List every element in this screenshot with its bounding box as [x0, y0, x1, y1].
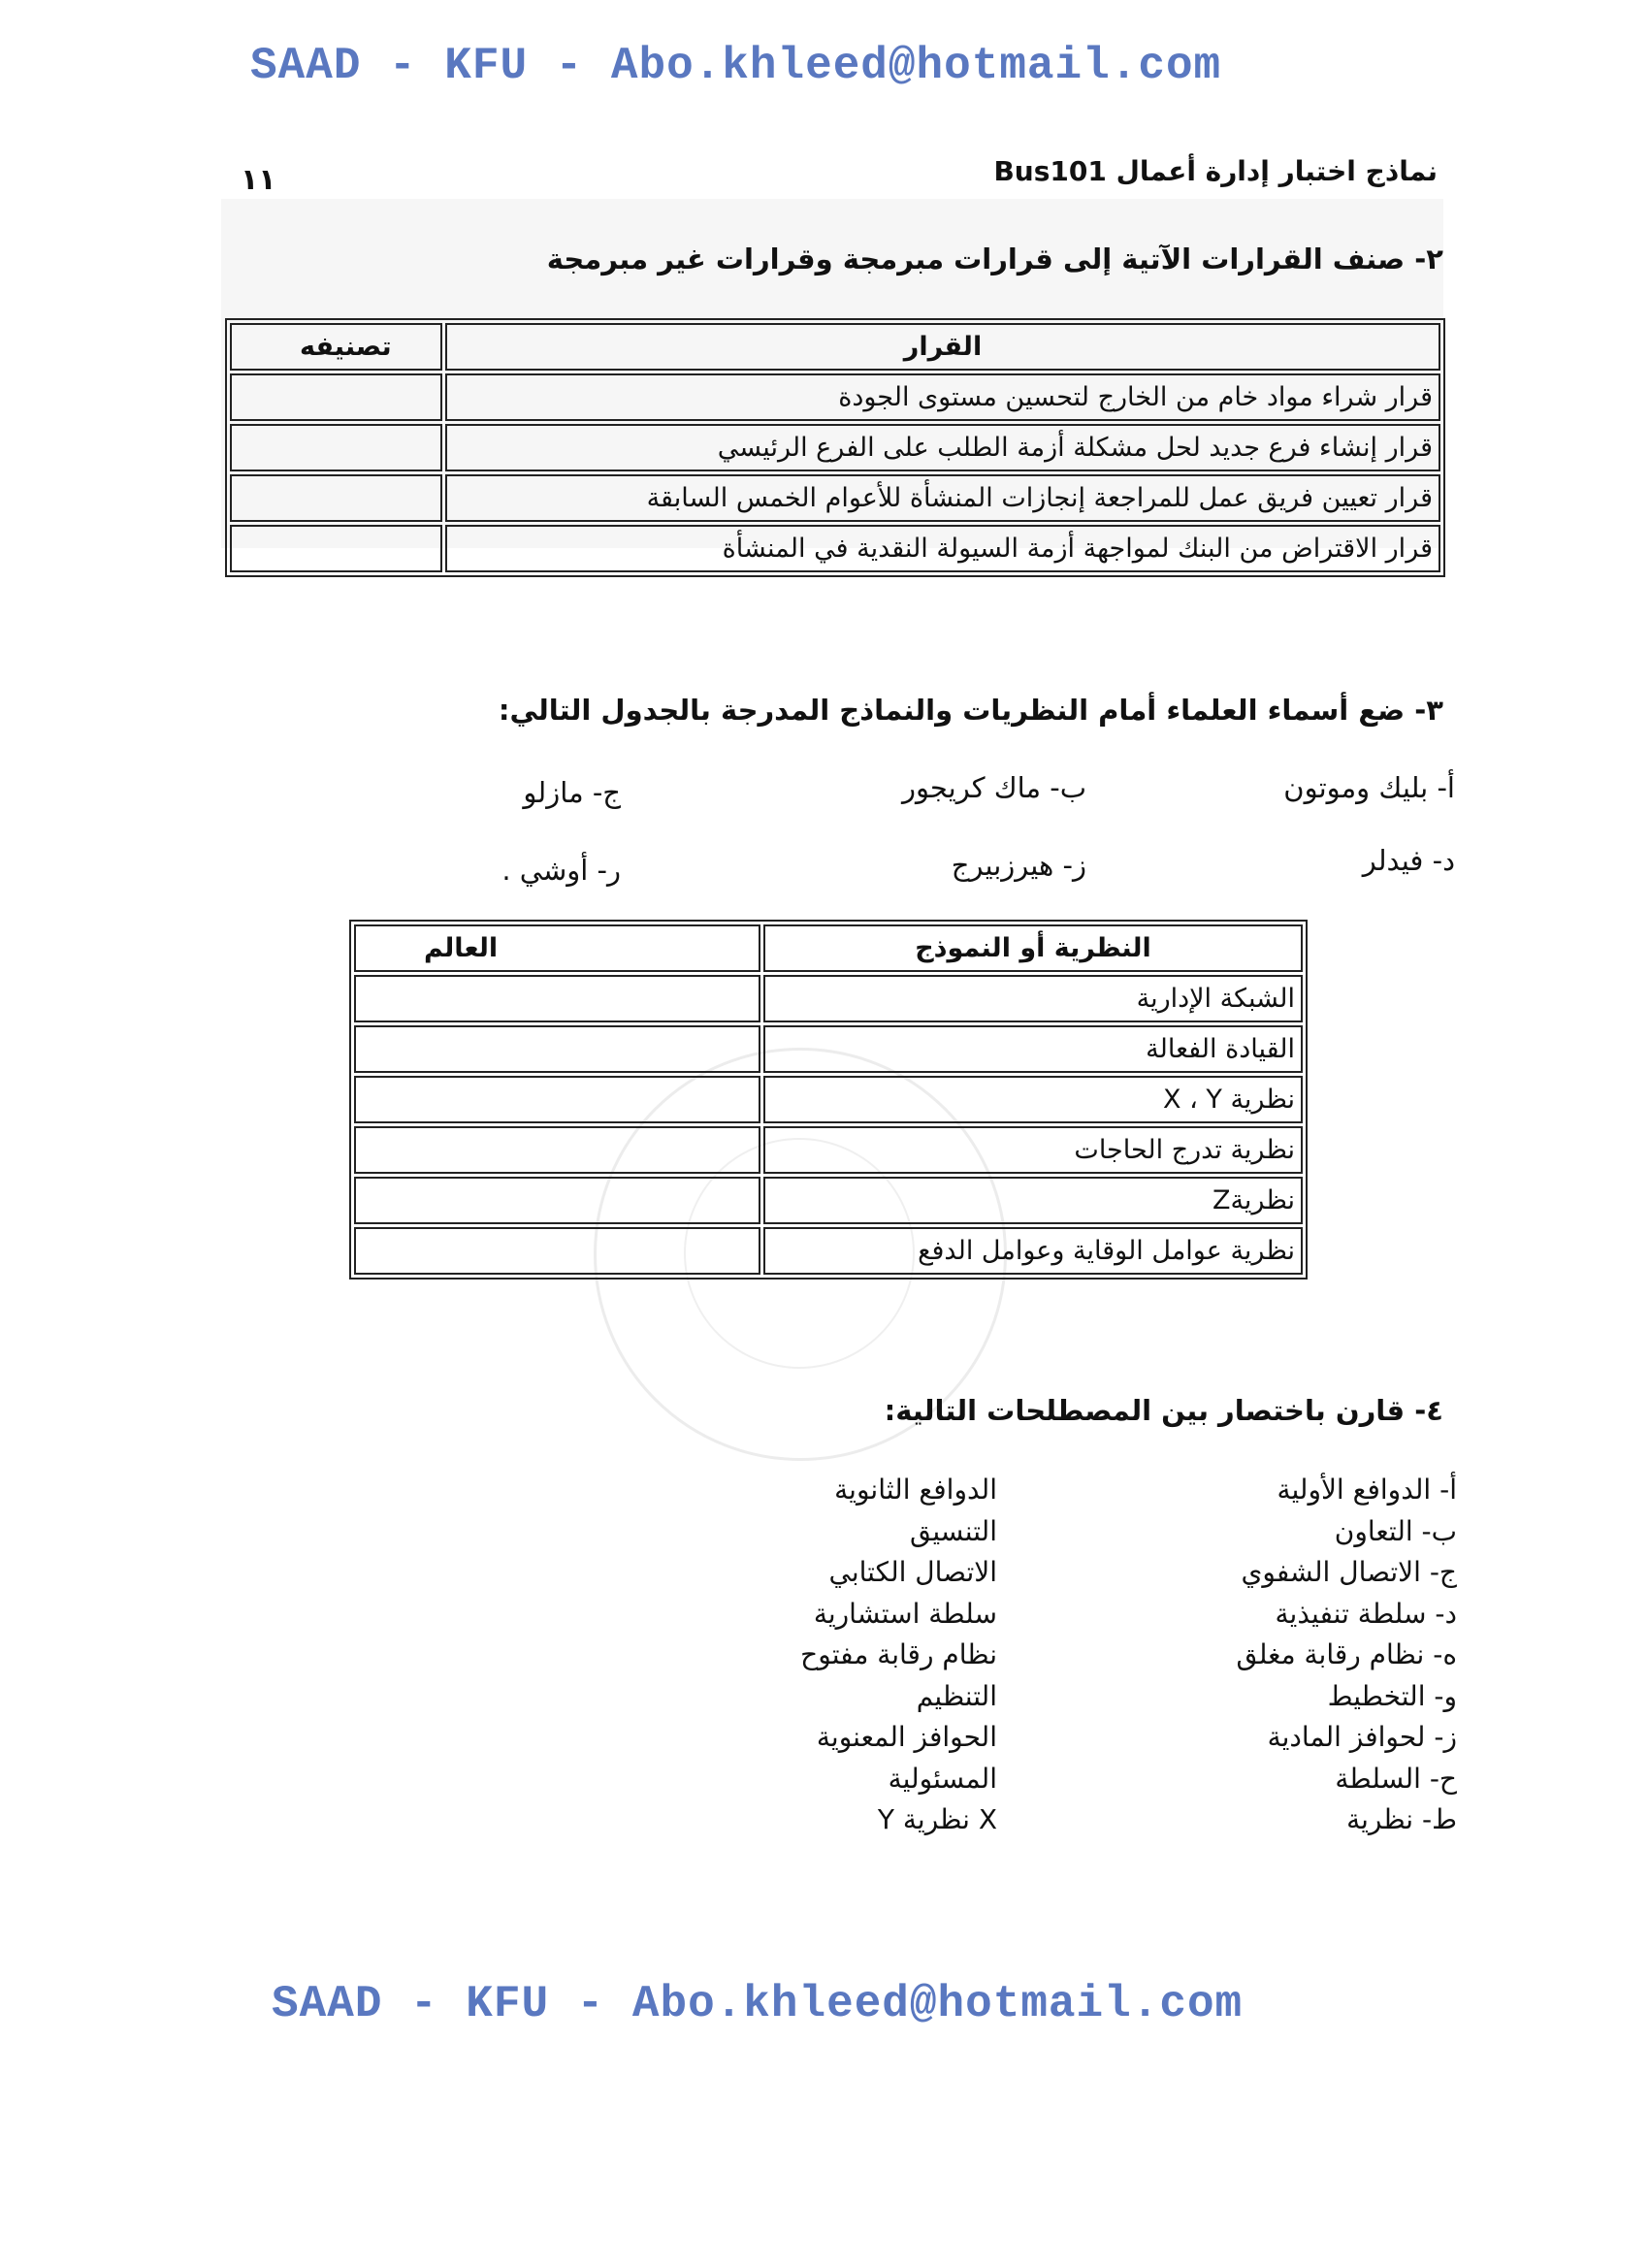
classification-answer-cell[interactable] [230, 525, 442, 572]
scientist-answer-cell[interactable] [354, 1025, 760, 1073]
table-row [354, 1025, 1303, 1073]
classification-answer-cell[interactable] [230, 474, 442, 522]
page-number: ١١ [241, 163, 276, 197]
option-d: د- فيدلر [1362, 844, 1455, 877]
theory-cell: نظريةZ [763, 1177, 1303, 1224]
watermark-top: SAAD - KFU - Abo.khleed@hotmail.com [250, 41, 1222, 91]
list-item: ه- نظام رقابة مغلق [1236, 1638, 1457, 1670]
scientist-answer-cell[interactable] [354, 1177, 760, 1224]
list-item: الاتصال الكتابي [828, 1556, 997, 1588]
theory-cell: الشبكة الإدارية [763, 975, 1303, 1022]
scientist-answer-cell[interactable] [354, 1076, 760, 1123]
option-b: ب- ماك كريجور [901, 771, 1086, 804]
column-header-scientist: العالم [354, 924, 760, 972]
table-row [354, 1227, 1303, 1275]
theories-table [349, 920, 1308, 1280]
option-z: ز- هيرزبيرج [951, 849, 1086, 882]
decision-cell: قرار الاقتراض من البنك لمواجهة أزمة السيولة النقدية في المنشأة [445, 525, 1440, 572]
column-header-theory: النظرية أو النموذج [763, 924, 1303, 972]
theory-cell: القيادة الفعالة [763, 1025, 1303, 1073]
table-row [354, 975, 1303, 1022]
scientist-answer-cell[interactable] [354, 975, 760, 1022]
scientist-answer-cell[interactable] [354, 1126, 760, 1174]
classification-answer-cell[interactable] [230, 373, 442, 421]
list-item: سلطة استشارية [813, 1597, 997, 1630]
list-item: نظام رقابة مفتوح [800, 1638, 997, 1670]
option-r: ر- أوشي . [501, 854, 621, 887]
list-item: ب- التعاون [1334, 1514, 1457, 1547]
theory-cell: نظرية عوامل الوقاية وعوامل الدفع [763, 1227, 1303, 1275]
question-2-heading: ٢- صنف القرارات الآتية إلى قرارات مبرمجة وقرارات غير مبرمجة [546, 243, 1443, 275]
table-row [354, 1076, 1303, 1123]
list-item: الحوافز المعنوية [816, 1721, 997, 1753]
terms-list-left [800, 1470, 997, 1841]
table-row [230, 424, 1440, 471]
list-item: X نظرية Y [877, 1803, 997, 1835]
question-3-heading: ٣- ضع أسماء العلماء أمام النظريات والنماذج المدرجة بالجدول التالي: [498, 694, 1443, 727]
watermark-bottom: SAAD - KFU - Abo.khleed@hotmail.com [272, 1979, 1244, 2029]
scientist-answer-cell[interactable] [354, 1227, 760, 1275]
table-row [230, 373, 1440, 421]
list-item: التنظيم [916, 1679, 997, 1712]
page-header-title: نماذج اختبار إدارة أعمال Bus101 [993, 155, 1438, 187]
list-item: أ- الدوافع الأولية [1277, 1474, 1457, 1506]
decisions-table [225, 318, 1445, 577]
table-header-row [354, 924, 1303, 972]
table-row [230, 525, 1440, 572]
list-item: و- التخطيط [1327, 1679, 1457, 1712]
decision-cell: قرار شراء مواد خام من الخارج لتحسين مستوى الجودة [445, 373, 1440, 421]
column-header-classification: تصنيفه [230, 323, 442, 371]
list-item: د- سلطة تنفيذية [1275, 1597, 1457, 1630]
question-4-heading: ٤- قارن باختصار بين المصطلحات التالية: [884, 1394, 1443, 1427]
list-item: التنسيق [910, 1514, 997, 1547]
classification-answer-cell[interactable] [230, 424, 442, 471]
list-item: الدوافع الثانوية [834, 1474, 997, 1506]
table-row [230, 474, 1440, 522]
theory-cell: نظرية تدرج الحاجات [763, 1126, 1303, 1174]
option-a: أ- بليك وموتون [1283, 771, 1455, 804]
table-header-row [230, 323, 1440, 371]
list-item: المسئولية [888, 1762, 997, 1795]
terms-list-right [1237, 1470, 1457, 1841]
option-c: ج- مازلو [523, 776, 621, 809]
list-item: ج- الاتصال الشفوي [1241, 1556, 1457, 1588]
theory-cell: نظرية X ، Y [763, 1076, 1303, 1123]
table-row [354, 1177, 1303, 1224]
decision-cell: قرار إنشاء فرع جديد لحل مشكلة أزمة الطلب على الفرع الرئيسي [445, 424, 1440, 471]
list-item: ط- نظرية [1346, 1803, 1457, 1835]
decision-cell: قرار تعيين فريق عمل للمراجعة إنجازات المنشأة للأعوام الخمس السابقة [445, 474, 1440, 522]
list-item: ز- لحوافز المادية [1267, 1721, 1457, 1753]
list-item: ح- السلطة [1335, 1762, 1457, 1795]
table-row [354, 1126, 1303, 1174]
column-header-decision: القرار [445, 323, 1440, 371]
